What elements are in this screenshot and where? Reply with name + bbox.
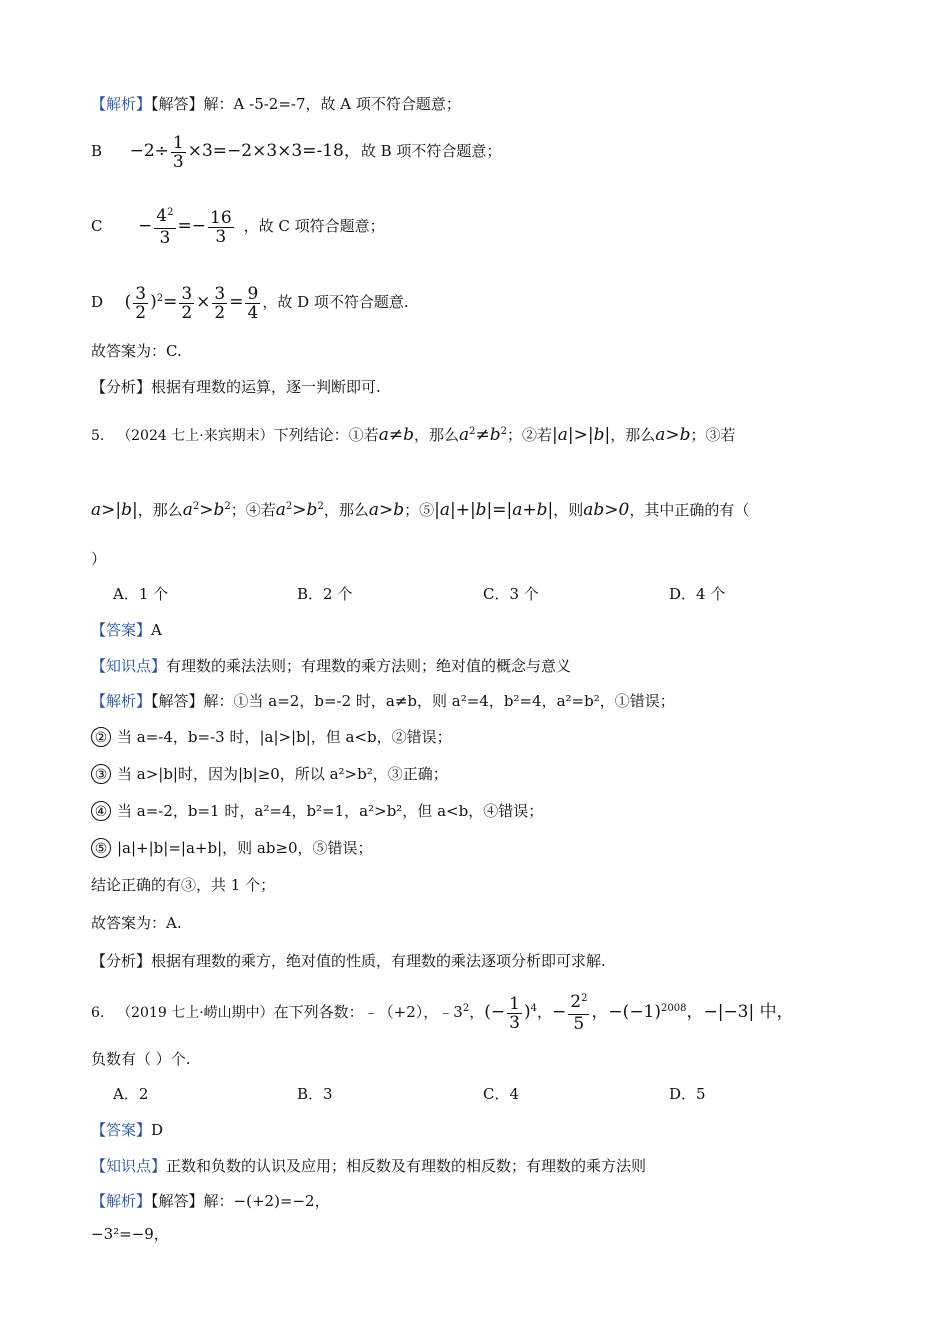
knowledge-tag: 【知识点】 [91, 1157, 167, 1175]
q6-frac-b: $\frac{1}{3}$ [509, 993, 520, 1033]
q6-sep-c: ， [536, 1003, 552, 1021]
q4-c-conclusion: ，故 C 项符合题意； [243, 217, 385, 235]
q6-option-a[interactable]: A．2 [113, 1085, 149, 1103]
q5-math-10: >b [292, 500, 318, 520]
q4-b-pre: −2÷ [129, 141, 169, 161]
q4-line-a [91, 93, 461, 115]
q6-stem-e: ，−|−3| 中， [686, 1002, 794, 1022]
q5-s6: 结论正确的有③，共 1 个； [91, 876, 276, 894]
q5-solution-4 [91, 800, 543, 822]
q6-paren-open: (− [484, 1002, 506, 1022]
q6-stem-a: 在下列各数：﹣（+2），﹣3 [273, 1003, 463, 1021]
analysis-tag: 【解析】 [91, 1192, 152, 1210]
q5-math-12: |a|+|b|=|a+b| [434, 500, 554, 520]
q4-d-frac4: $\frac{9}{4}$ [247, 283, 259, 323]
q4-d-frac3: $\frac{3}{2}$ [214, 283, 226, 323]
q5-fenxi-text: 根据有理数的乘方，绝对值的性质，有理数的乘法逐项分析即可求解. [151, 952, 606, 970]
q5-stem-line2 [91, 499, 749, 524]
q6-s1: 解：−(+2)=−2， [203, 1192, 330, 1210]
q5-solution-2 [91, 726, 452, 748]
q4-d-label: D [91, 293, 104, 311]
q5-s1: 解：①当 a=2，b=-2 时，a≠b，则 a²=4，b²=4，a²=b²，①错误； [203, 692, 675, 710]
q5-source: （2024 七上·来宾期末） [117, 428, 274, 444]
q5-answer-value: A [151, 621, 162, 639]
q4-line-d: D ( $\frac{3}{2}$ )$^2$= $\frac{3}{2}$ × $\frac{3}{2}$ = $\frac{9}{4}$ ，故 D 项不符合题意. [91, 283, 409, 323]
q5-stem-1l: ；③若 [690, 426, 736, 444]
q4-c-eq: =− [177, 216, 206, 236]
q5-exp-2: 2 [500, 426, 507, 437]
q6-source: （2019 七上·崂山期中） [117, 1005, 274, 1021]
q5-stem-1h: ；②若 [507, 426, 553, 444]
q5-solution-3 [91, 763, 448, 785]
q4-d-conclusion: ，故 D 项不符合题意. [262, 293, 409, 311]
circled-4: ④ [91, 801, 111, 821]
q4-final-answer: 故答案为：C. [91, 342, 182, 360]
q5-stem-1c: ，那么 [413, 426, 459, 444]
q5-exp-3: 2 [192, 501, 200, 512]
q5-stem-1: 下列结论：①若 [273, 426, 379, 444]
q5-math-3: ≠b [475, 425, 501, 445]
q6-number: 6. [91, 1005, 105, 1021]
q6-exp-a: 2 [462, 1003, 470, 1014]
q5-math-11: a>b [368, 500, 405, 520]
q4-c-minus: − [138, 216, 153, 236]
q6-stem-line2: 负数有（ ）个. [91, 1050, 191, 1068]
q5-knowledge-text: 有理数的乘法法则；有理数的乘方法则；绝对值的概念与意义 [166, 657, 572, 675]
q5-solution-5 [91, 837, 373, 859]
q5-knowledge [91, 655, 571, 677]
q6-paren-close: ) [523, 1002, 531, 1022]
q6-option-b[interactable]: B．3 [297, 1085, 333, 1103]
q4-b-conclusion: 故 B 项不符合题意； [360, 142, 502, 160]
q4-d-exp: 2 [156, 293, 164, 304]
q4-line-b [91, 129, 501, 173]
q5-s5: |a|+|b|=|a+b|，则 ab≥0，⑤错误； [117, 839, 373, 857]
q5-math-9: a [275, 500, 286, 520]
q6-knowledge-text: 正数和负数的认识及应用；相反数及有理数的相反数；有理数的乘方法则 [166, 1157, 647, 1175]
q5-stem-line3: ） [91, 550, 107, 568]
q5-stem-2b: ，那么 [137, 501, 183, 519]
q5-math-2: a [458, 425, 470, 445]
answer-tag: 【答案】 [91, 1121, 152, 1139]
q5-option-b[interactable]: B．2 个 [297, 585, 353, 603]
q5-math-7: a [182, 500, 193, 520]
q5-math-13: ab>0 [583, 500, 630, 520]
q5-stem-1j: ，那么 [610, 426, 656, 444]
q6-answer-value: D [151, 1121, 164, 1139]
q4-d-frac1: $\frac{3}{2}$ [135, 283, 147, 323]
q4-c-label: C [91, 217, 103, 235]
circled-5: ⑤ [91, 838, 111, 858]
analysis-tag: 【解析】 [91, 95, 152, 113]
q5-stem-line1 [91, 424, 735, 449]
q5-math-8: >b [199, 500, 225, 520]
q5-option-a[interactable]: A．1 个 [113, 585, 169, 603]
q4-line-a-text: 解：A -5-2=-7，故 A 项不符合题意； [203, 95, 461, 113]
q6-exp-b: 4 [530, 1003, 537, 1014]
q4-b-frac: $\frac{1}{3}$ [172, 132, 184, 172]
q5-math-6: a>|b| [91, 500, 138, 520]
fenxi-tag: 【分析】 [91, 952, 152, 970]
q4-c-frac1: $\frac{4^2}{3}$ [156, 206, 174, 248]
q4-c-frac2: $\frac{16}{3}$ [210, 207, 232, 247]
q4-b-post: ×3=−2×3×3=-18， [187, 141, 361, 161]
answer-tag: 【答案】 [91, 621, 152, 639]
q6-minus-c: − [551, 1002, 567, 1022]
q5-math-1: a≠b [378, 425, 414, 445]
q5-stem-2r: ，其中正确的有（ [629, 501, 750, 519]
q5-exp-4: 2 [224, 501, 231, 512]
q6-knowledge [91, 1155, 646, 1177]
q6-exp-d: 2008 [661, 1003, 687, 1014]
q6-option-d[interactable]: D．5 [669, 1085, 706, 1103]
q6-stem-a2: ， [469, 1003, 485, 1021]
q5-math-5: a>b [655, 425, 691, 445]
q6-stem-d: ，−(−1) [591, 1002, 662, 1022]
q4-b-label: B [91, 142, 103, 160]
solve-tag: 【解答】 [151, 1192, 204, 1210]
q4-analysis [91, 376, 381, 398]
q4-fenxi-text: 根据有理数的运算，逐一判断即可. [151, 378, 381, 396]
q6-stem-line1 [91, 992, 794, 1035]
q4-d-frac2: $\frac{3}{2}$ [181, 283, 193, 323]
q6-option-c[interactable]: C．4 [483, 1085, 520, 1103]
q5-answer [91, 619, 162, 641]
solve-tag: 【解答】 [151, 692, 204, 710]
q6-answer [91, 1119, 163, 1141]
q5-stem-2g: ；④若 [230, 501, 276, 519]
answer-tag: 【解答】 [151, 95, 204, 113]
q5-s3: 当 a>|b|时，因为|b|≥0，所以 a²>b²，③正确； [117, 765, 448, 783]
q5-option-d[interactable]: D．4 个 [669, 585, 726, 603]
circled-3: ③ [91, 764, 111, 784]
q6-solution-1 [91, 1190, 330, 1212]
q5-exp-1: 2 [469, 426, 476, 437]
q5-exp-5: 2 [285, 501, 293, 512]
q5-s4: 当 a=-2，b=1 时，a²=4，b²=1，a²>b²，但 a<b，④错误； [117, 802, 544, 820]
q5-final-answer: 故答案为：A. [91, 914, 182, 932]
q5-number: 5. [91, 428, 105, 444]
q5-option-c[interactable]: C．3 个 [483, 585, 539, 603]
q5-solution-1 [91, 690, 675, 712]
q5-stem-2p: ，则 [553, 501, 584, 519]
q5-math-4: |a|>|b| [552, 425, 611, 445]
fenxi-tag: 【分析】 [91, 378, 152, 396]
q5-stem-2l: ，那么 [323, 501, 369, 519]
circled-2: ② [91, 727, 111, 747]
q4-line-c [91, 203, 385, 249]
knowledge-tag: 【知识点】 [91, 657, 167, 675]
q5-analysis [91, 950, 606, 972]
q6-s2: −3²=−9， [91, 1225, 169, 1243]
q5-s2: 当 a=-4，b=-3 时，|a|>|b|，但 a<b，②错误； [117, 728, 452, 746]
q5-stem-2n: ；⑤ [404, 501, 435, 519]
analysis-tag: 【解析】 [91, 692, 152, 710]
q6-frac-c: $\frac{2^2}{5}$ [570, 992, 588, 1034]
q5-exp-6: 2 [317, 501, 324, 512]
